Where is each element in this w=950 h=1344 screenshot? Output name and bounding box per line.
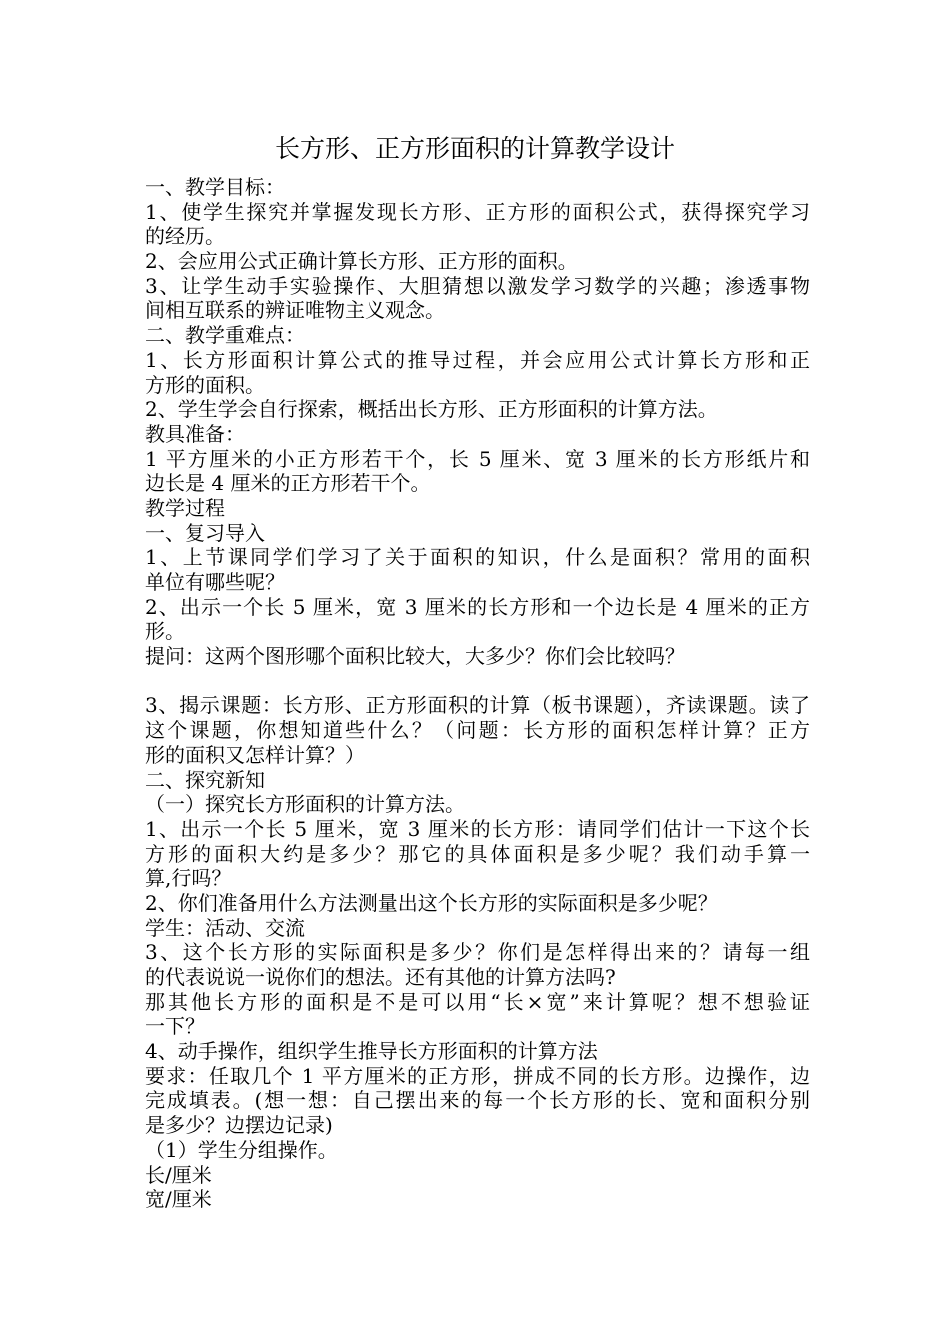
paragraph-line: 形的面积又怎样计算？）	[145, 742, 365, 767]
paragraph-line: 形。	[145, 619, 185, 644]
paragraph-line: 那其他长方形的面积是不是可以用“长×宽”来计算呢？想不想验证	[145, 989, 810, 1014]
subsection-heading-review: 一、复习导入	[145, 520, 265, 545]
blank-line	[145, 669, 810, 694]
paragraph-line: 边长是 4 厘米的正方形若干个。	[145, 471, 431, 496]
paragraph-line: 2、会应用公式正确计算长方形、正方形的面积。	[145, 249, 578, 274]
paragraph-line: 2、出示一个长 5 厘米，宽 3 厘米的长方形和一个边长是 4 厘米的正方	[145, 594, 810, 619]
paragraph-line: 提问：这两个图形哪个面积比较大，大多少？你们会比较吗？	[145, 644, 685, 669]
paragraph-line: 1、上节课同学们学习了关于面积的知识，什么是面积？常用的面积	[145, 545, 810, 570]
paragraph-line: 1、长方形面积计算公式的推导过程，并会应用公式计算长方形和正	[145, 347, 810, 372]
document-body	[145, 175, 810, 1212]
paragraph-line: 的代表说说一说你们的想法。还有其他的计算方法吗?	[145, 965, 616, 989]
section-heading-process: 教学过程	[145, 495, 225, 520]
paragraph-line: 算,行吗？	[145, 866, 232, 891]
section-heading-materials: 教具准备：	[145, 421, 245, 446]
paragraph-line: （一）探究长方形面积的计算方法。	[145, 792, 465, 817]
paragraph-line: 一下？	[145, 1014, 205, 1039]
paragraph-line: 1 平方厘米的小正方形若干个，长 5 厘米、宽 3 厘米的长方形纸片和	[145, 446, 810, 471]
section-heading-objectives: 一、教学目标：	[145, 175, 285, 199]
subsection-heading-explore: 二、探究新知	[145, 767, 265, 792]
paragraph-line: 1、出示一个长 5 厘米，宽 3 厘米的长方形：请同学们估计一下这个长	[145, 816, 810, 841]
section-heading-key-points: 二、教学重难点：	[145, 323, 305, 348]
paragraph-line: 1、使学生探究并掌握发现长方形、正方形的面积公式，获得探究学习	[145, 199, 810, 224]
paragraph-line: 单位有哪些呢？	[145, 570, 285, 594]
paragraph-line: 2、你们准备用什么方法测量出这个长方形的实际面积是多少呢？	[145, 890, 718, 915]
paragraph-line: 3、让学生动手实验操作、大胆猜想以激发学习数学的兴趣；渗透事物	[145, 273, 810, 298]
paragraph-line: 方形的面积大约是多少？那它的具体面积是多少呢？我们动手算一	[145, 841, 810, 866]
paragraph-line: 3、揭示课题：长方形、正方形面积的计算（板书课题），齐读课题。读了	[145, 693, 810, 718]
paragraph-line: 2、学生学会自行探索，概括出长方形、正方形面积的计算方法。	[145, 397, 718, 422]
document-title: 长方形、正方形面积的计算教学设计	[274, 134, 675, 163]
paragraph-line: 4、动手操作，组织学生推导长方形面积的计算方法	[145, 1039, 598, 1064]
paragraph-line: 方形的面积。	[145, 372, 265, 397]
table-row-label-length: 长/厘米	[145, 1162, 212, 1187]
paragraph-line: 的经历。	[145, 224, 225, 249]
paragraph-line: （1）学生分组操作。	[145, 1137, 338, 1162]
table-row-label-width: 宽/厘米	[145, 1187, 212, 1212]
paragraph-line: 完成填表。(想一想：自己摆出来的每一个长方形的长、宽和面积分别	[145, 1088, 810, 1113]
paragraph-line: 是多少？边摆边记录)	[145, 1113, 333, 1138]
paragraph-line: 学生：活动、交流	[145, 915, 305, 940]
paragraph-line: 要求：任取几个 1 平方厘米的正方形，拼成不同的长方形。边操作，边	[145, 1063, 810, 1088]
paragraph-line: 间相互联系的辨证唯物主义观念。	[145, 298, 445, 323]
paragraph-line: 这个课题，你想知道些什么？（问题：长方形的面积怎样计算？正方	[145, 718, 810, 743]
paragraph-line: 3、这个长方形的实际面积是多少？你们是怎样得出来的？请每一组	[145, 940, 810, 965]
